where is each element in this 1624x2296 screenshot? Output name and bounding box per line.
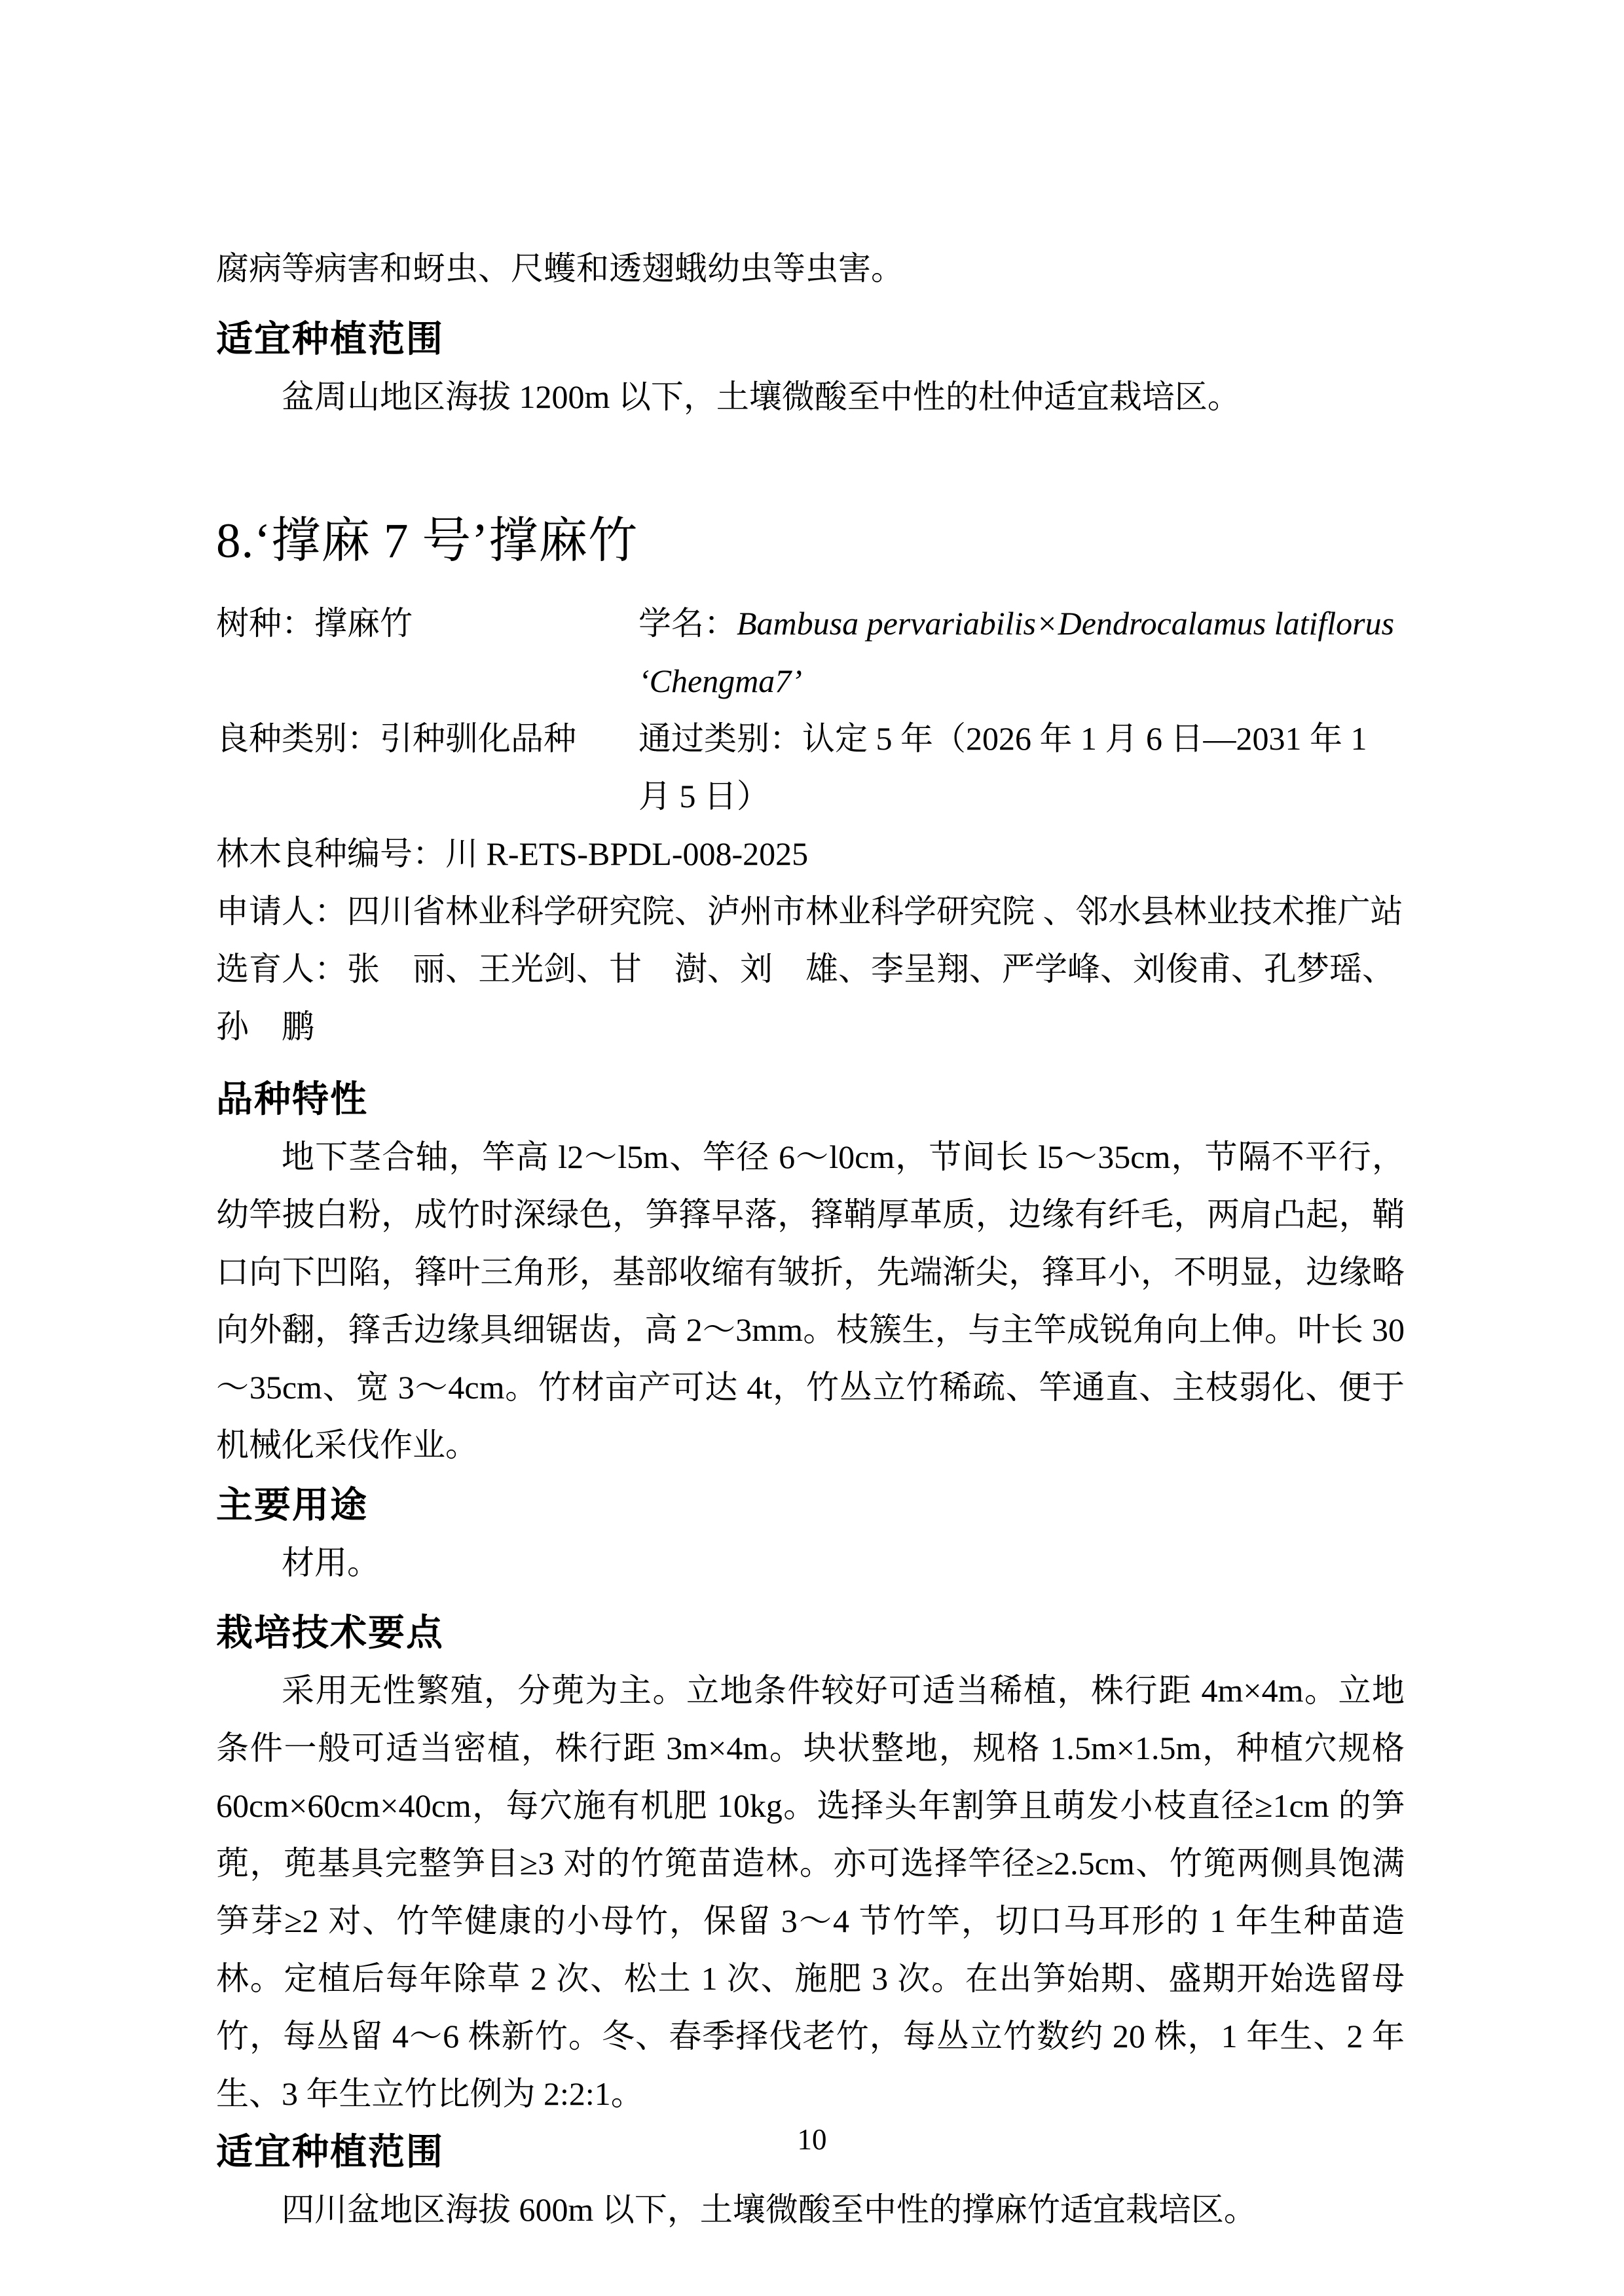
info-cell-approval [638, 710, 1405, 825]
entry-info-block [216, 594, 1405, 1055]
section-heading-suitable-range: 适宜种植范围 [216, 2131, 444, 2172]
variety-traits-text: 地下茎合轴，竿高 l2～l5m、竿径 6～l0cm，节间长 l5～35cm，节隔不平行，幼竿披白粉，成竹时深绿色，笋箨早落，箨鞘厚革质，边缘有纤毛，两肩凸起，鞘口向下凹陷，箨叶三角形，基部收缩有皱折，先端渐尖，箨耳小，不明显，边缘略向外翻，箨舌边缘具细锯齿，高 2～3mm。枝簇生，与主竿成锐角向上伸。叶长 30～35cm、宽 3～4cm。竹材亩产可达 4t，竹丛立竹稀疏、竿通直、主枝弱化、便于机械化采伐作业。 [216, 1139, 1405, 1463]
entry-title: 8.‘撑麻 7 号’撑麻竹 [216, 514, 638, 568]
code-label: 林木良种编号： [216, 835, 445, 872]
suitable-range-text: 四川盆地区海拔 600m 以下，土壤微酸至中性的撑麻竹适宜栽培区。 [282, 2191, 1257, 2228]
info-row-applicant [216, 883, 1405, 940]
breeders-label: 选育人： [216, 951, 347, 987]
info-cell-latin-name [638, 594, 1405, 710]
section-heading-variety-traits: 品种特性 [216, 1078, 368, 1120]
section-heading-cultivation-techniques: 栽培技术要点 [216, 1612, 444, 1653]
info-cell-species [216, 594, 638, 652]
category-value: 引种驯化品种 [380, 720, 576, 757]
code-value: 川 R-ETS-BPDL-008-2025 [445, 835, 809, 872]
continued-paragraph: 腐病等病害和蚜虫、尺蠖和透翅蛾幼虫等虫害。 [216, 250, 904, 287]
species-value: 撑麻竹 [314, 605, 413, 642]
main-use-text: 材用。 [282, 1544, 380, 1581]
previous-entry-range-text: 盆周山地区海拔 1200m 以下，土壤微酸至中性的杜仲适宜栽培区。 [282, 378, 1240, 415]
info-row-category [216, 710, 1405, 825]
approval-label: 通过类别： [638, 720, 802, 757]
applicant-label: 申请人： [216, 893, 347, 930]
latin-name-value: Bambusa pervariabilis×Dendrocalamus latiflorus ‘Chengma7’ [638, 605, 1395, 699]
section-heading-main-use: 主要用途 [216, 1484, 368, 1525]
info-cell-code [216, 825, 808, 883]
approval-value: 认定 5 年（2026 年 1 月 6 日—2031 年 1 月 5 日） [638, 720, 1367, 814]
latin-name-label: 学名： [638, 605, 737, 642]
cultivation-techniques-text: 采用无性繁殖，分蔸为主。立地条件较好可适当稀植，株行距 4m×4m。立地条件一般可适当密植，株行距 3m×4m。块状整地，规格 1.5m×1.5m，种植穴规格 60cm×60cm×40cm，每穴施有机肥 10kg。选择头年割笋且萌发小枝直径≥1cm 的笋蔸，蔸基具完整笋目≥3 对的竹篼苗造林。亦可选择竿径≥2.5cm、竹篼两侧具饱满笋芽≥2 对、竹竿健康的小母竹，保留 3～4 节竹竿，切口马耳形的 1 年生种苗造林。定植后每年除草 2 次、松土 1 次、施肥 3 次。在出笋始期、盛期开始选留母竹，每丛留 4～6 株新竹。冬、春季择伐老竹，每丛立竹数约 20 株，1 年生、2 年生、3 年生立竹比例为 2:2:1。 [216, 1672, 1405, 2112]
info-cell-applicant [216, 883, 1403, 940]
species-label: 树种： [216, 605, 314, 642]
info-cell-breeders [216, 940, 1405, 1055]
breeders-value: 张 丽、王光剑、甘 澍、刘 雄、李呈翔、严学峰、刘俊甫、孔梦瑶、孙 鹏 [216, 951, 1395, 1045]
info-row-code [216, 825, 1405, 883]
info-cell-category [216, 710, 638, 767]
applicant-value: 四川省林业科学研究院、泸州市林业科学研究院 、邻水县林业技术推广站 [347, 893, 1403, 930]
info-row-species [216, 594, 1405, 710]
info-row-breeders [216, 940, 1405, 1055]
page-number: 10 [797, 2123, 827, 2156]
section-heading-suitable-range-previous: 适宜种植范围 [216, 318, 444, 359]
category-label: 良种类别： [216, 720, 380, 757]
